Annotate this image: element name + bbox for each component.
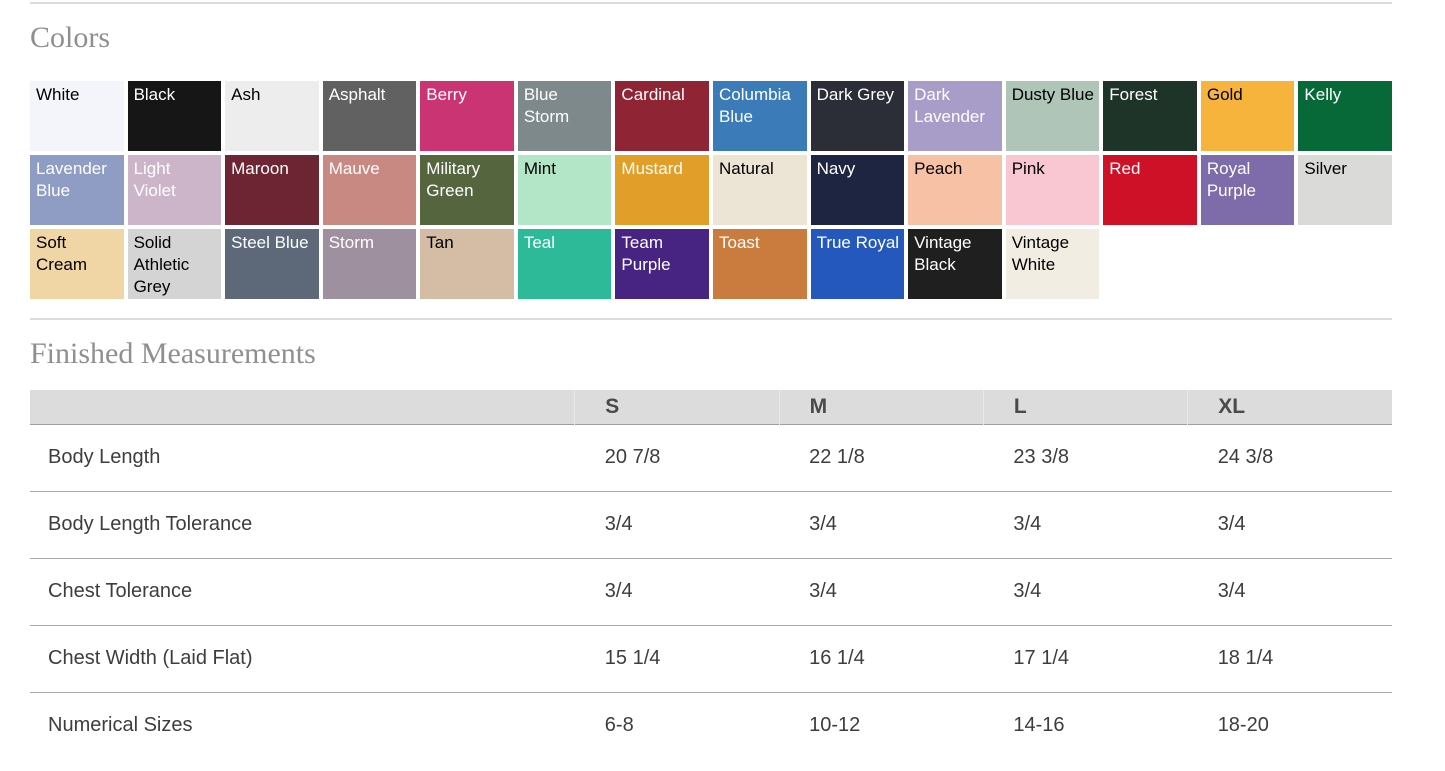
color-swatch-label: Natural [718, 159, 774, 178]
color-swatch-solid-athletic-grey[interactable] [128, 229, 222, 299]
color-swatch-label: Berry [426, 85, 467, 104]
color-swatch-label: Tan [426, 233, 454, 252]
color-swatch-ash[interactable] [225, 81, 319, 151]
color-swatch-black[interactable] [128, 81, 222, 151]
color-swatch-label: Light Violet [133, 159, 176, 200]
measurement-value: 15 1/4 [604, 647, 661, 669]
color-swatch-label: Steel Blue [231, 233, 309, 252]
color-swatch-label: Vintage Black [914, 233, 972, 274]
color-swatch-label: Maroon [231, 159, 289, 178]
measurement-value: 10-12 [809, 714, 861, 737]
measurement-value: 18-20 [1217, 714, 1269, 737]
measurement-value: 3/4 [1013, 513, 1042, 535]
color-swatch-columbia-blue[interactable] [713, 81, 807, 151]
color-swatch-true-royal[interactable] [811, 229, 905, 299]
finished-measurements-table [30, 390, 1392, 759]
color-swatch-label: Mauve [328, 159, 380, 178]
color-swatch-label: Asphalt [328, 85, 386, 104]
color-swatch-label: Dusty Blue [1011, 85, 1094, 104]
color-swatch-label: Toast [718, 233, 760, 252]
color-swatch-military-green[interactable] [420, 155, 514, 225]
color-swatch-grid [30, 81, 1392, 299]
measurement-value: 3/4 [809, 513, 837, 535]
color-swatch-label: Kelly [1304, 85, 1342, 104]
color-swatch-mustard[interactable] [615, 155, 709, 225]
table-row [30, 424, 1392, 491]
color-swatch-maroon[interactable] [225, 155, 319, 225]
color-swatch-label: True Royal [816, 233, 900, 252]
color-swatch-blue-storm[interactable] [518, 81, 612, 151]
color-swatch-label: White [36, 85, 80, 104]
color-swatch-red[interactable] [1103, 155, 1197, 225]
color-swatch-label: Cardinal [621, 85, 685, 104]
color-swatch-label: Team Purple [621, 233, 671, 274]
color-swatch-tan[interactable] [420, 229, 514, 299]
measurement-value: 16 1/4 [809, 647, 865, 669]
measurements-table-body [30, 424, 1392, 759]
color-swatch-label: Mint [523, 159, 556, 178]
color-swatch-vintage-black[interactable] [908, 229, 1002, 299]
color-swatch-storm[interactable] [323, 229, 417, 299]
color-swatch-steel-blue[interactable] [225, 229, 319, 299]
color-swatch-dark-grey[interactable] [811, 81, 905, 151]
color-swatch-label: Military Green [426, 159, 481, 200]
color-swatch-dusty-blue[interactable] [1006, 81, 1100, 151]
table-row [30, 692, 1392, 759]
measurement-value: 6-8 [604, 714, 634, 737]
measurement-value: 3/4 [1217, 513, 1246, 535]
color-swatch-label: Blue Storm [523, 85, 570, 126]
color-swatch-berry[interactable] [420, 81, 514, 151]
color-swatch-team-purple[interactable] [615, 229, 709, 299]
color-swatch-label: Storm [328, 233, 375, 252]
color-swatch-label: Red [1109, 159, 1141, 178]
color-swatch-toast[interactable] [713, 229, 807, 299]
color-swatch-label: Black [133, 85, 176, 104]
color-swatch-label: Columbia Blue [718, 85, 791, 126]
color-swatch-kelly[interactable] [1298, 81, 1392, 151]
color-swatch-label: Lavender Blue [36, 159, 107, 200]
color-swatch-silver[interactable] [1298, 155, 1392, 225]
measurement-value: 3/4 [1013, 580, 1042, 602]
measurement-row-label: Chest Tolerance [48, 580, 193, 602]
measurement-value: 20 7/8 [604, 446, 661, 468]
color-swatch-label: Mustard [621, 159, 683, 178]
measurement-value: 23 3/8 [1013, 446, 1069, 468]
color-swatch-mint[interactable] [518, 155, 612, 225]
color-swatch-lavender-blue[interactable] [30, 155, 124, 225]
color-swatch-navy[interactable] [811, 155, 905, 225]
color-swatch-label: Forest [1109, 85, 1158, 104]
table-row [30, 558, 1392, 625]
color-swatch-label: Teal [523, 233, 556, 252]
color-swatch-peach[interactable] [908, 155, 1002, 225]
color-swatch-cardinal[interactable] [615, 81, 709, 151]
color-swatch-label: Vintage White [1011, 233, 1070, 274]
finished-measurements-title: Finished Measurements [30, 337, 316, 370]
measurement-value: 3/4 [604, 513, 633, 535]
measurement-value: 3/4 [604, 580, 633, 602]
color-swatch-label: Navy [816, 159, 856, 178]
color-swatch-label: Royal Purple [1206, 159, 1256, 200]
measurement-value: 3/4 [1217, 580, 1246, 602]
measurement-value: 24 3/8 [1217, 446, 1274, 468]
color-swatch-forest[interactable] [1103, 81, 1197, 151]
measurement-value: 18 1/4 [1217, 647, 1274, 669]
measurement-value: 14-16 [1013, 714, 1065, 737]
color-swatch-label: Silver [1304, 159, 1347, 178]
color-swatch-label: Soft Cream [36, 233, 88, 274]
table-row [30, 491, 1392, 558]
color-swatch-gold[interactable] [1201, 81, 1295, 151]
size-column-header-s: S [575, 390, 779, 424]
color-swatch-label: Dark Lavender [914, 85, 986, 126]
color-swatch-label: Ash [231, 85, 261, 104]
colors-section-title: Colors [30, 21, 111, 54]
table-row [30, 625, 1392, 692]
size-column-header-m: M [779, 390, 983, 424]
color-swatch-vintage-white[interactable] [1006, 229, 1100, 299]
color-swatch-label: Solid Athletic Grey [133, 233, 190, 296]
color-swatch-label: Peach [914, 159, 963, 178]
color-swatch-dark-lavender[interactable] [908, 81, 1002, 151]
color-swatch-pink[interactable] [1006, 155, 1100, 225]
measurement-row-label: Body Length [48, 446, 161, 468]
color-swatch-asphalt[interactable] [323, 81, 417, 151]
measurement-value: 3/4 [809, 580, 837, 602]
size-column-header-xl: XL [1188, 390, 1392, 424]
color-swatch-label: Gold [1206, 85, 1243, 104]
color-swatch-soft-cream[interactable] [30, 229, 124, 299]
measurement-row-label: Chest Width (Laid Flat) [48, 647, 253, 669]
measurements-header-row [30, 390, 1392, 424]
measurements-corner-cell [30, 390, 575, 424]
top-divider [30, 2, 1392, 4]
color-swatch-light-violet[interactable] [128, 155, 222, 225]
measurement-row-label: Numerical Sizes [48, 714, 193, 737]
section-divider [30, 318, 1392, 320]
color-swatch-label: Dark Grey [816, 85, 895, 104]
measurement-row-label: Body Length Tolerance [48, 513, 253, 535]
color-swatch-natural[interactable] [713, 155, 807, 225]
color-swatch-white[interactable] [30, 81, 124, 151]
size-column-header-l: L [983, 390, 1187, 424]
measurement-value: 17 1/4 [1013, 647, 1069, 669]
color-swatch-label: Pink [1011, 159, 1045, 178]
color-swatch-royal-purple[interactable] [1201, 155, 1295, 225]
color-swatch-teal[interactable] [518, 229, 612, 299]
measurement-value: 22 1/8 [809, 446, 865, 468]
product-spec-page [0, 2, 1445, 759]
color-swatch-mauve[interactable] [323, 155, 417, 225]
